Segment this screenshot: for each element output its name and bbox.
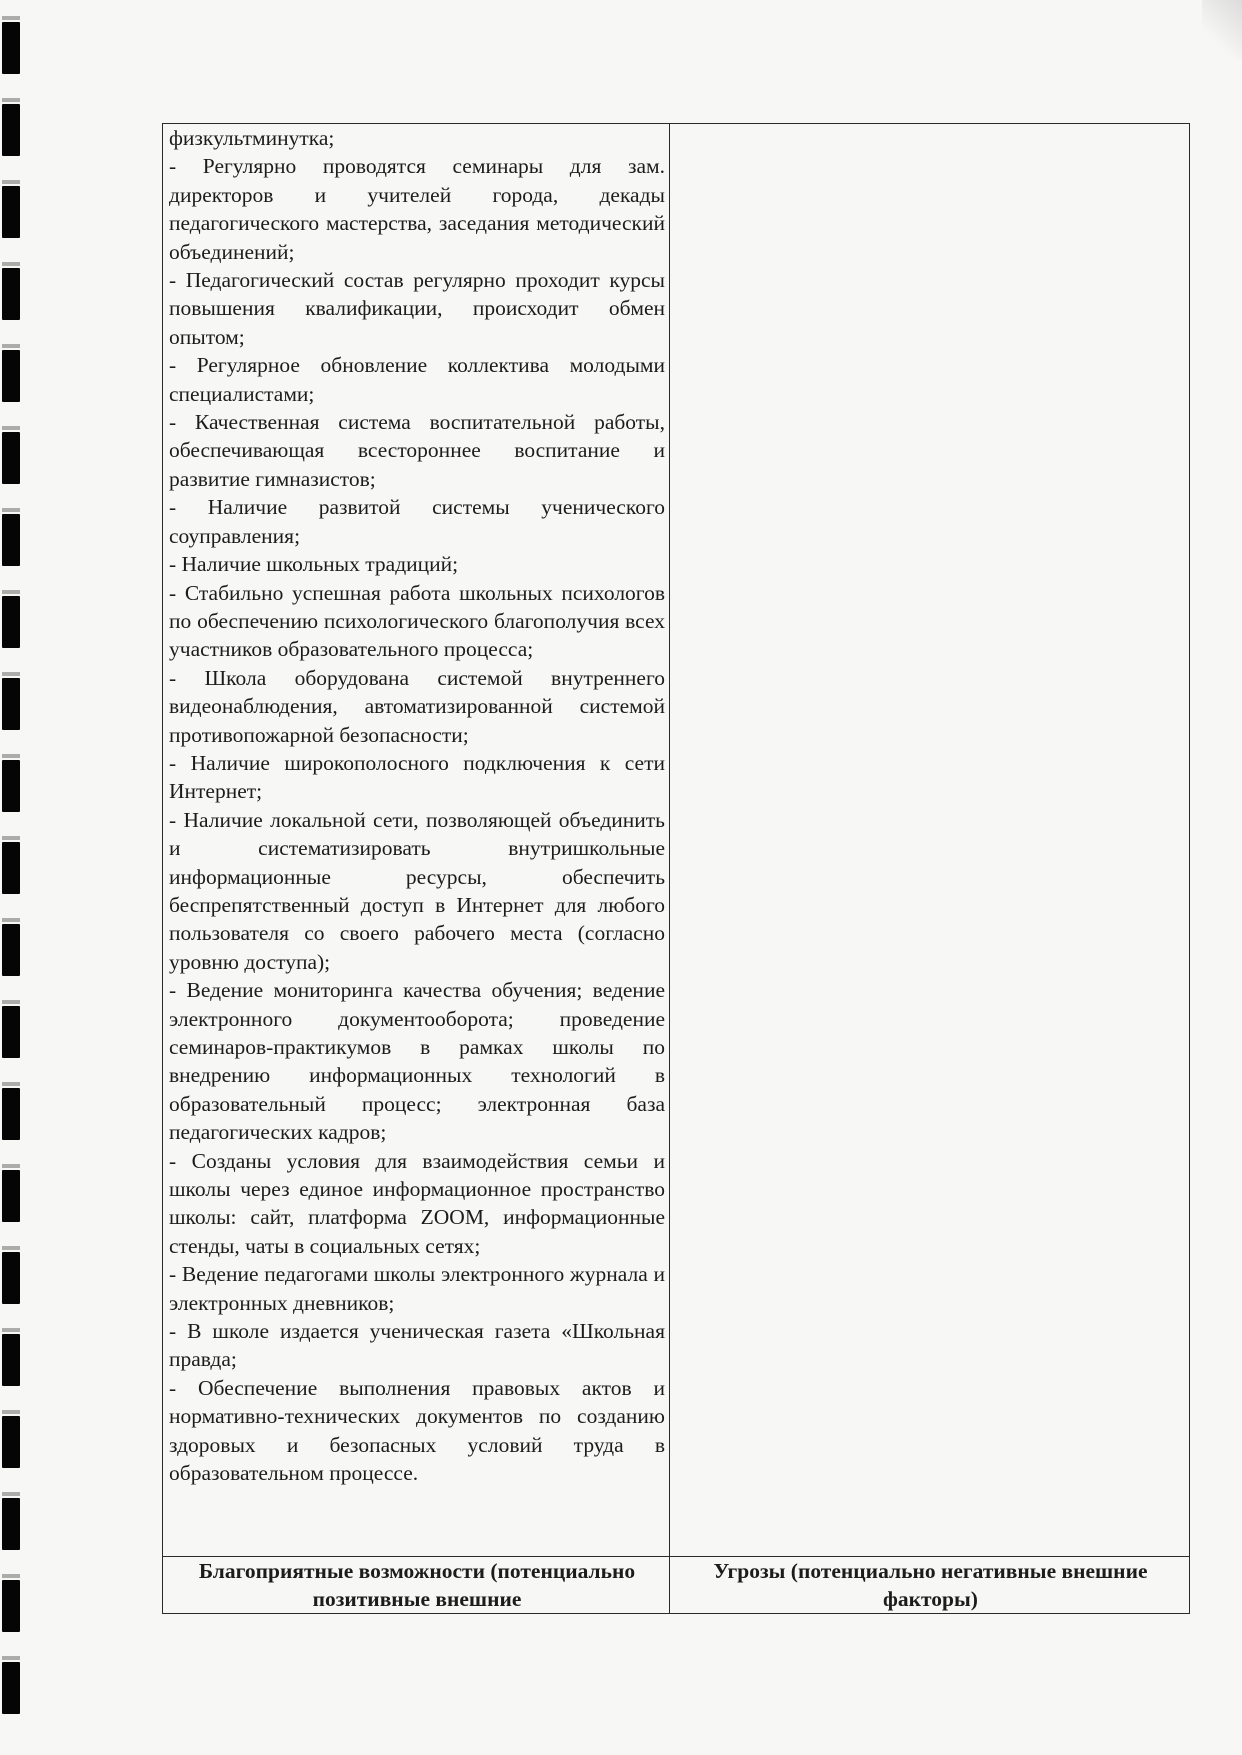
strength-item: - Ведение мониторинга качества обучения; ведение электронного документооборота; проведение семинаров-практикумов в рамках школы по внедрению информационных технологий в образовательный процесс; электронная база педагогических кадров; bbox=[169, 978, 665, 1145]
strength-item: - Качественная система воспитательной работы, обеспечивающая всестороннее воспитание и развитие гимназистов; bbox=[169, 410, 665, 491]
strength-item: - Регулярное обновление коллектива молодыми специалистами; bbox=[169, 353, 665, 406]
strength-item: - Наличие развитой системы ученического соуправления; bbox=[169, 495, 665, 548]
strength-item: - Ведение педагогами школы электронного журнала и электронных дневников; bbox=[169, 1262, 665, 1315]
strength-item: - В школе издается ученическая газета «Школьная правда; bbox=[169, 1319, 665, 1372]
strength-item: - Стабильно успешная работа школьных психологов по обеспечению психологического благополучия всех участников образовательного процесса; bbox=[169, 580, 665, 662]
strength-item: - Наличие школьных традиций; bbox=[169, 552, 459, 577]
strength-item: - Регулярно проводятся семинары для зам. директоров и учителей города, декады педагогического мастерства, заседания методический объединений; bbox=[169, 154, 665, 264]
spiral-binding bbox=[0, 0, 22, 1755]
opportunities-header: Благоприятные возможности (потенциально позитивные внешние bbox=[163, 1557, 670, 1614]
threats-header: Угрозы (потенциально негативные внешние факторы) bbox=[670, 1557, 1190, 1614]
strength-item: - Наличие локальной сети, позволяющей объединить и систематизировать внутришкольные информационные ресурсы, обеспечить беспрепятственный доступ в Интернет для любого пользователя со своего рабочего места (согласно уровню доступа); bbox=[169, 807, 665, 974]
strength-item: - Педагогический состав регулярно проходит курсы повышения квалификации, происходит обмен опытом; bbox=[169, 268, 665, 349]
strength-item: - Обеспечение выполнения правовых актов и нормативно-технических документов по созданию здоровых и безопасных условий труда в образовательном процессе. bbox=[169, 1375, 665, 1486]
strengths-cell bbox=[163, 124, 670, 1557]
page-corner-shadow bbox=[1202, 0, 1242, 60]
weaknesses-cell bbox=[670, 124, 1190, 1557]
strength-item: - Наличие широкополосного подключения к сети Интернет; bbox=[169, 750, 665, 804]
strength-item: - Школа оборудована системой внутреннего видеонаблюдения, автоматизированной системой противопожарной безопасности; bbox=[169, 665, 665, 747]
swot-table bbox=[162, 123, 1190, 1614]
strength-item: - Созданы условия для взаимодействия семьи и школы через единое информационное пространство школы: сайт, платформа ZOOM, информационные стенды, чаты в социальных сетях; bbox=[169, 1148, 665, 1258]
strength-item: физкультминутка; bbox=[169, 126, 335, 150]
